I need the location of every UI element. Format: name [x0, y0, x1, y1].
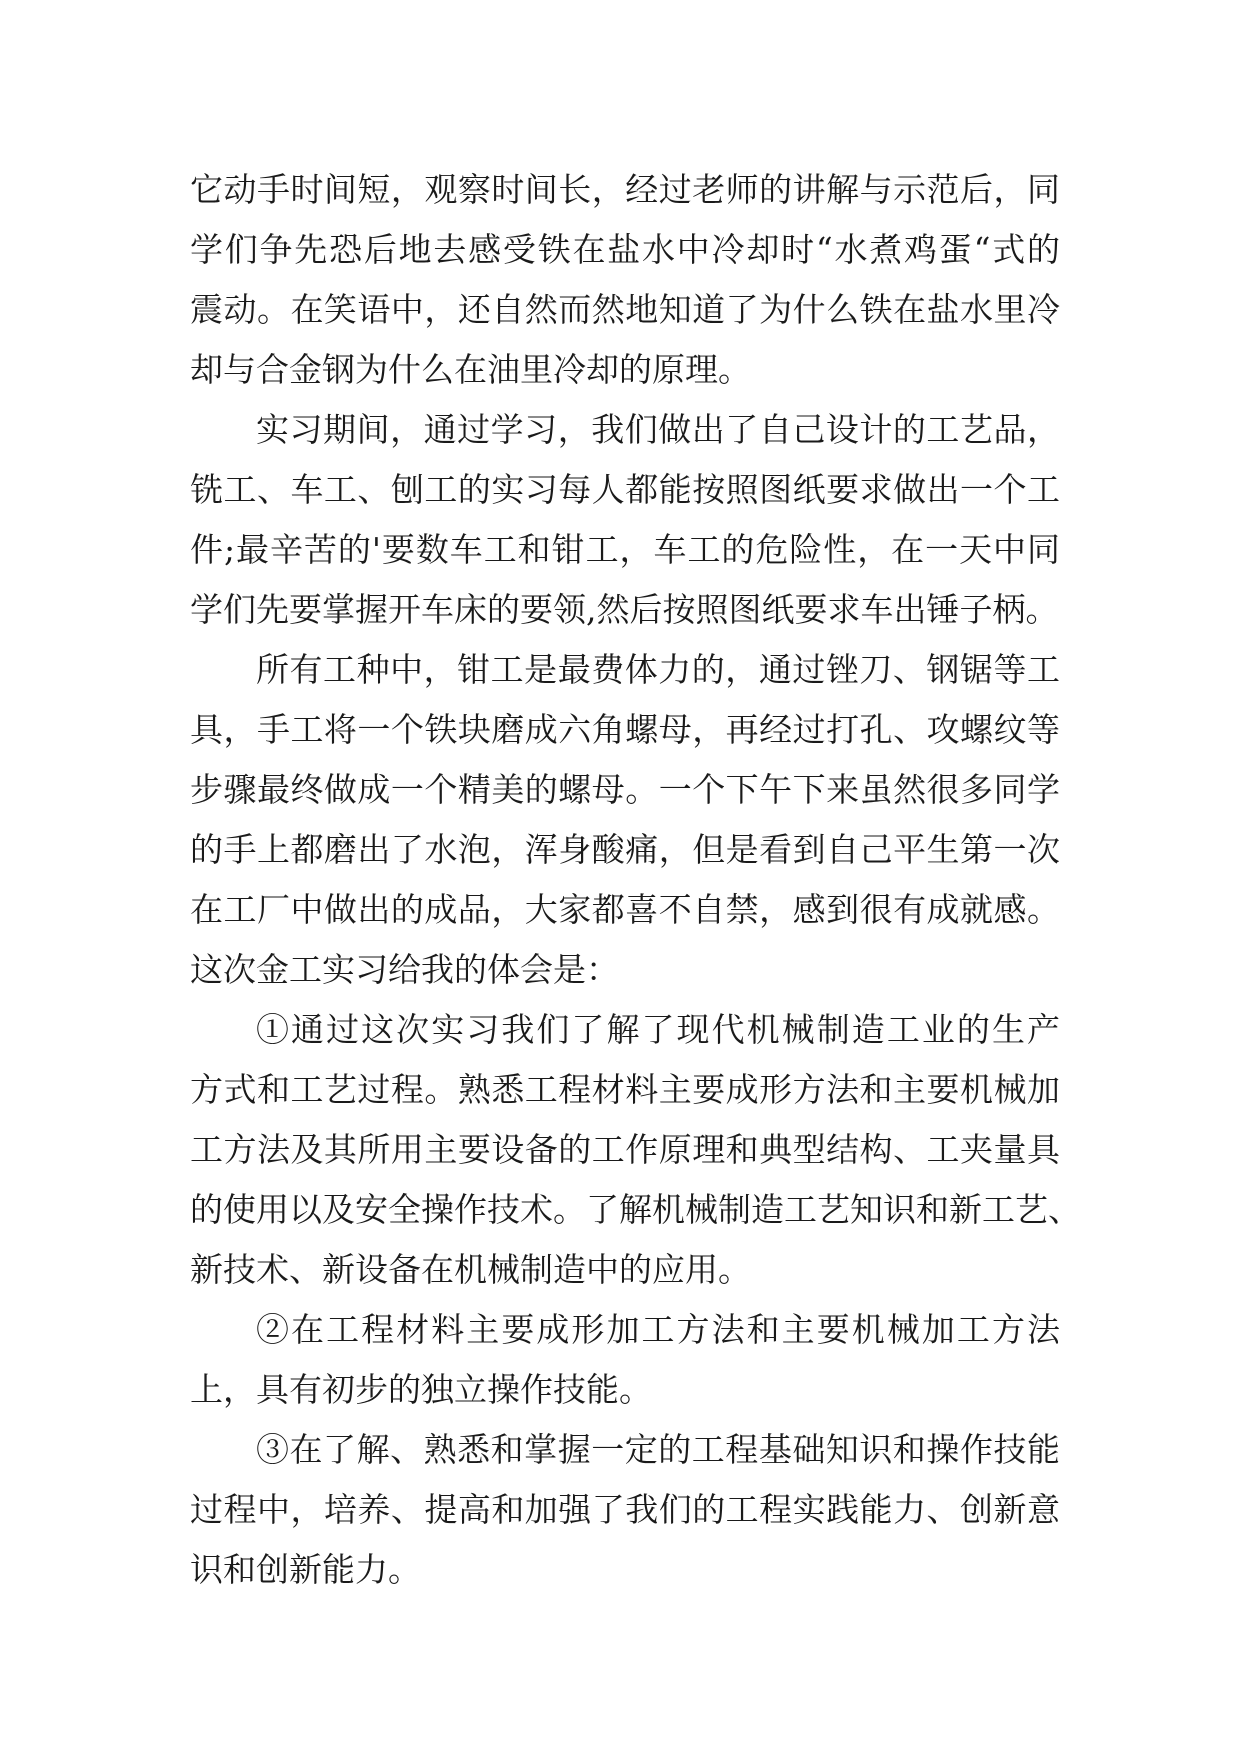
text-line: 却与合金钢为什么在油里冷却的原理。: [190, 350, 751, 389]
text-line: 具，手工将一个铁块磨成六角螺母，再经过打孔、攻螺纹等: [190, 710, 1060, 749]
text-line: 新技术、新设备在机械制造中的应用。: [190, 1250, 751, 1289]
text-line: 铣工、车工、刨工的实习每人都能按照图纸要求做出一个工: [190, 470, 1060, 509]
text-line: 识和创新能力。: [190, 1550, 421, 1589]
text-line: 学们争先恐后地去感受铁在盐水中冷却时“水煮鸡蛋“式的: [190, 230, 1060, 269]
text-line: 上，具有初步的独立操作技能。: [190, 1370, 652, 1409]
text-line: 这次金工实习给我的体会是：: [190, 950, 619, 989]
text-line: 的手上都磨出了水泡，浑身酸痛，但是看到自己平生第一次: [190, 830, 1060, 869]
document-body: [190, 160, 1081, 1600]
text-line: 学们先要掌握开车床的要领,然后按照图纸要求车出锤子柄。: [190, 590, 1059, 629]
text-line: 过程中，培养、提高和加强了我们的工程实践能力、创新意: [190, 1490, 1060, 1529]
text-line: 它动手时间短，观察时间长，经过老师的讲解与示范后，同: [190, 170, 1060, 209]
text-line: 方式和工艺过程。熟悉工程材料主要成形方法和主要机械加: [190, 1070, 1060, 1109]
text-line: 在工厂中做出的成品，大家都喜不自禁，感到很有成就感。: [190, 890, 1060, 929]
text-line: 震动。在笑语中，还自然而然地知道了为什么铁在盐水里冷: [190, 290, 1060, 329]
text-line: ③在了解、熟悉和掌握一定的工程基础知识和操作技能: [256, 1430, 1060, 1469]
text-line: 步骤最终做成一个精美的螺母。一个下午下来虽然很多同学: [190, 770, 1060, 809]
text-line: 件;最辛苦的'要数车工和钳工，车工的危险性，在一天中同: [190, 530, 1060, 569]
text-line: ①通过这次实习我们了解了现代机械制造工业的生产: [256, 1010, 1060, 1049]
text-line: ②在工程材料主要成形加工方法和主要机械加工方法: [256, 1310, 1060, 1349]
text-line: 所有工种中，钳工是最费体力的，通过锉刀、钢锯等工: [256, 650, 1060, 689]
text-line: 的使用以及安全操作技术。了解机械制造工艺知识和新工艺、: [190, 1190, 1081, 1229]
text-line: 工方法及其所用主要设备的工作原理和典型结构、工夹量具: [190, 1130, 1060, 1169]
text-line: 实习期间，通过学习，我们做出了自己设计的工艺品，: [256, 410, 1060, 449]
